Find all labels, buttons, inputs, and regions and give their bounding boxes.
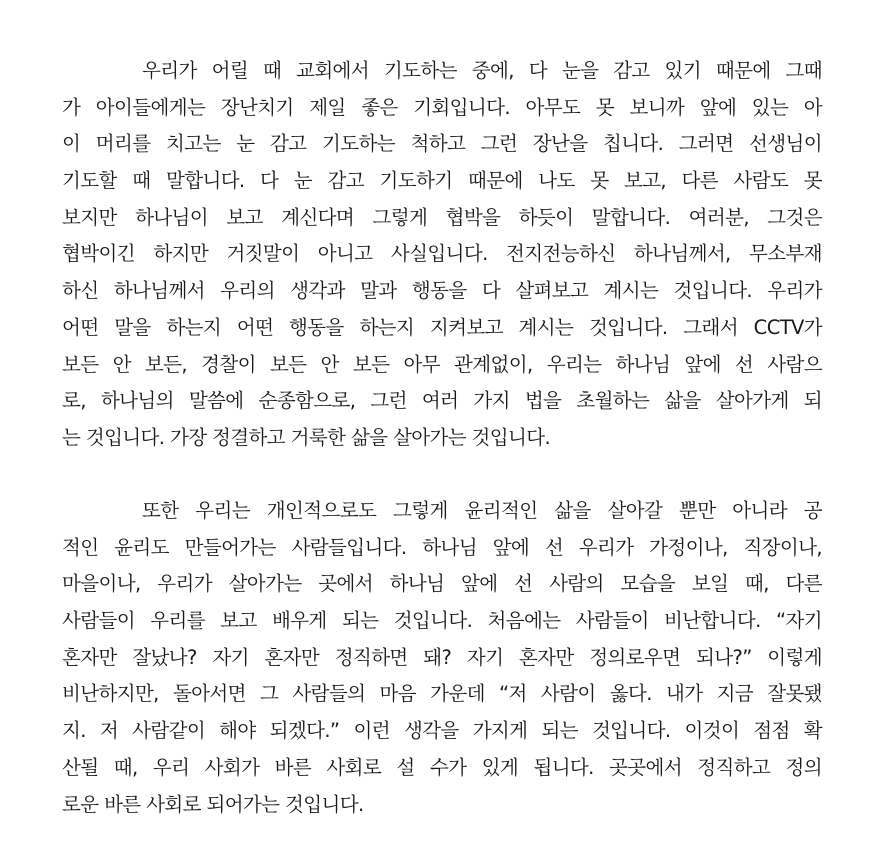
text-line: 하신 하나님께서 우리의 생각과 말과 행동을 다 살펴보고 계시는 것입니다. 우리가 xyxy=(62,279,822,303)
text-line: 로, 하나님의 말씀에 순종함으로, 그런 여러 가지 법을 초월하는 삶을 살아가게 되 xyxy=(62,389,822,413)
text-line: 협박이긴 하지만 거짓말이 아니고 사실입니다. 전지전능하신 하나님께서, 무소부재 xyxy=(62,242,822,266)
text-line: 비난하지만, 돌아서면 그 사람들의 마음 가운데 “저 사람이 옳다. 내가 지금 잘못됐 xyxy=(62,682,822,706)
text-line: 또한 우리는 개인적으로도 그렇게 윤리적인 삶을 살아갈 뿐만 아니라 공 xyxy=(142,499,822,522)
text-line: 어떤 말을 하는지 어떤 행동을 하는지 지켜보고 계시는 것입니다. 그래서 CCTV가 xyxy=(62,315,822,339)
text-line: 우리가 어릴 때 교회에서 기도하는 중에, 다 눈을 감고 있기 때문에 그때 xyxy=(142,59,822,82)
text-line: 혼자만 잘났나? 자기 혼자만 정직하면 돼? 자기 혼자만 정의로우면 되나?” 이렇게 xyxy=(62,645,822,669)
text-line: 이 머리를 치고는 눈 감고 기도하는 척하고 그런 장난을 칩니다. 그러면 선생님이 xyxy=(62,132,822,156)
paragraph-1 xyxy=(62,53,822,457)
text-line: 사람들이 우리를 보고 배우게 되는 것입니다. 처음에는 사람들이 비난합니다. “자기 xyxy=(62,609,822,633)
text-line: 산될 때, 우리 사회가 바른 사회로 설 수가 있게 됩니다. 곳곳에서 정직하고 정의 xyxy=(62,755,822,779)
text-line: 마을이나, 우리가 살아가는 곳에서 하나님 앞에 선 사람의 모습을 보일 때, 다른 xyxy=(62,572,822,596)
text-line: 는 것입니다. 가장 정결하고 거룩한 삶을 살아가는 것입니다. xyxy=(62,425,551,449)
text-line: 기도할 때 말합니다. 다 눈 감고 기도하기 때문에 나도 못 보고, 다른 사람도 못 xyxy=(62,169,822,193)
text-line: 보지만 하나님이 보고 계신다며 그렇게 협박을 하듯이 말합니다. 여러분, 그것은 xyxy=(62,205,822,229)
text-line: 가 아이들에게는 장난치기 제일 좋은 기회입니다. 아무도 못 보니까 앞에 있는 아 xyxy=(62,95,822,119)
text-line: 로운 바른 사회로 되어가는 것입니다. xyxy=(62,792,364,816)
text-line: 지. 저 사람같이 해야 되겠다.” 이런 생각을 가지게 되는 것입니다. 이것이 점점 확 xyxy=(62,719,822,743)
paragraph-2 xyxy=(62,493,822,823)
text-line: 보든 안 보든, 경찰이 보든 안 보든 아무 관계없이, 우리는 하나님 앞에 선 사람으 xyxy=(62,352,822,376)
text-line: 적인 윤리도 만들어가는 사람들입니다. 하나님 앞에 선 우리가 가정이나, 직장이나, xyxy=(62,535,822,559)
